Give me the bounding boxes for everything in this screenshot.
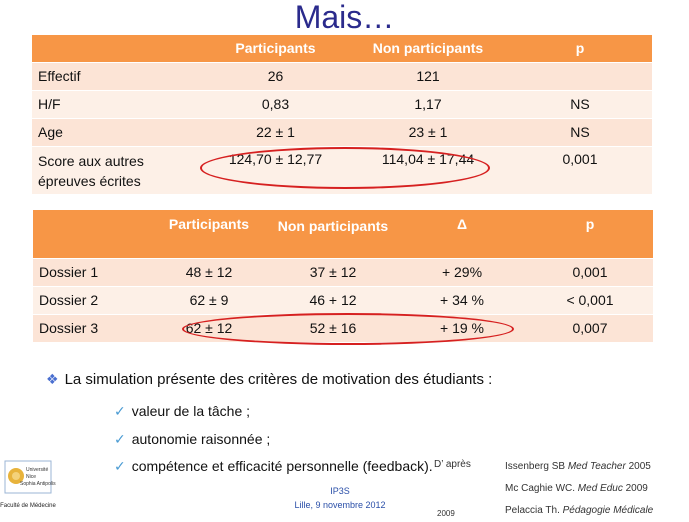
table-row xyxy=(33,286,653,314)
table-row xyxy=(32,118,652,146)
table-cell: 26 xyxy=(203,62,348,90)
check-icon: ✓ xyxy=(114,431,126,447)
diamond-bullet-icon: ❖ xyxy=(46,371,59,387)
slide-title: Mais… xyxy=(294,0,395,35)
dossier3-highlight-ellipse xyxy=(182,313,514,345)
check-icon: ✓ xyxy=(114,403,126,419)
logo-text-line: Nice xyxy=(26,474,37,480)
bullet-text: La simulation présente des critères de motivation des étudiants : xyxy=(64,371,493,388)
table-cell: 124,70 ± 12,77 xyxy=(203,146,348,194)
header-cell: Non participants xyxy=(277,218,389,234)
table-cell: 0,007 xyxy=(527,314,653,342)
table-cell: 114,04 ± 17,44 xyxy=(348,146,508,194)
reference-authors: Mc Caghie WC. xyxy=(505,483,576,494)
reference-year: 2009 xyxy=(625,483,648,494)
reference-journal: Med Educ xyxy=(577,483,623,494)
sub-bullet xyxy=(114,458,433,475)
table-cell: 52 ± 16 xyxy=(269,314,397,342)
university-logo xyxy=(0,460,56,516)
row-label: Dossier 3 xyxy=(33,314,149,342)
reference-item xyxy=(505,500,653,522)
reference-item xyxy=(505,456,653,478)
sub-bullet-text: compétence et efficacité personnelle (feedback). xyxy=(131,458,433,474)
sub-bullet xyxy=(114,403,250,420)
table-cell: 23 ± 1 xyxy=(348,118,508,146)
table-cell: 0,001 xyxy=(508,146,652,194)
table-cell: 0,001 xyxy=(527,258,653,286)
table-cell: 121 xyxy=(348,62,508,90)
row-label: Score aux autres épreuves écrites xyxy=(32,146,203,194)
header-cell: Δ xyxy=(456,216,468,232)
header-cell: p xyxy=(575,40,585,57)
table-cell: + 34 % xyxy=(397,286,527,314)
sub-bullet xyxy=(114,431,270,448)
reference-year: 2005 xyxy=(628,461,651,472)
sub-bullet-text: autonomie raisonnée ; xyxy=(131,431,271,447)
references xyxy=(505,456,653,522)
table-cell: 62 ± 12 xyxy=(149,314,269,342)
reference-journal: Pédagogie Médicale xyxy=(562,505,654,516)
reference-authors: Issenberg SB xyxy=(505,461,566,472)
motivation-bullet xyxy=(46,371,492,388)
table-header-row xyxy=(33,210,653,258)
reference-journal: Med Teacher xyxy=(567,461,626,472)
table-cell: 48 ± 12 xyxy=(149,258,269,286)
table-cell: 1,17 xyxy=(348,90,508,118)
reference-item xyxy=(505,478,653,500)
table-row xyxy=(32,62,652,90)
row-label: Dossier 1 xyxy=(33,258,149,286)
dapres-label: D’ après xyxy=(434,459,471,470)
footer xyxy=(240,484,440,512)
footer-event: IP3S xyxy=(330,486,350,496)
table-cell: 46 + 12 xyxy=(269,286,397,314)
footer-date: Lille, 9 novembre 2012 xyxy=(294,500,386,510)
table-cell: 37 ± 12 xyxy=(269,258,397,286)
table-header-row xyxy=(32,35,652,62)
table-cell: 0,83 xyxy=(203,90,348,118)
header-cell xyxy=(33,210,149,258)
row-label: Effectif xyxy=(32,62,203,90)
header-cell: Participants xyxy=(235,40,316,57)
header-cell xyxy=(32,35,203,62)
logo-text-line: Université xyxy=(26,467,49,473)
score-highlight-ellipse xyxy=(200,147,490,189)
table-cell: + 19 % xyxy=(397,314,527,342)
cut-off-text: 2009 xyxy=(437,509,455,518)
table-row xyxy=(32,90,652,118)
table-row xyxy=(33,258,653,286)
table-cell: 62 ± 9 xyxy=(149,286,269,314)
logo-text-line: Sophia Antipolis xyxy=(20,481,56,487)
table-cell: + 29% xyxy=(397,258,527,286)
row-label: H/F xyxy=(32,90,203,118)
university-logo-graphic xyxy=(4,460,56,494)
table-cell: NS xyxy=(508,118,652,146)
row-label: Age xyxy=(32,118,203,146)
logo-caption: Faculté de Médecine xyxy=(0,503,56,509)
table-cell: < 0,001 xyxy=(527,286,653,314)
sub-bullet-text: valeur de la tâche ; xyxy=(131,403,251,419)
table-cell: NS xyxy=(508,90,652,118)
row-label: Dossier 2 xyxy=(33,286,149,314)
check-icon: ✓ xyxy=(114,458,126,474)
header-cell: Non participants xyxy=(372,40,484,57)
header-cell: p xyxy=(585,216,595,232)
reference-authors: Pelaccia Th. xyxy=(505,505,560,516)
table-cell: 22 ± 1 xyxy=(203,118,348,146)
header-cell: Participants xyxy=(168,216,250,232)
table-cell xyxy=(508,62,652,90)
